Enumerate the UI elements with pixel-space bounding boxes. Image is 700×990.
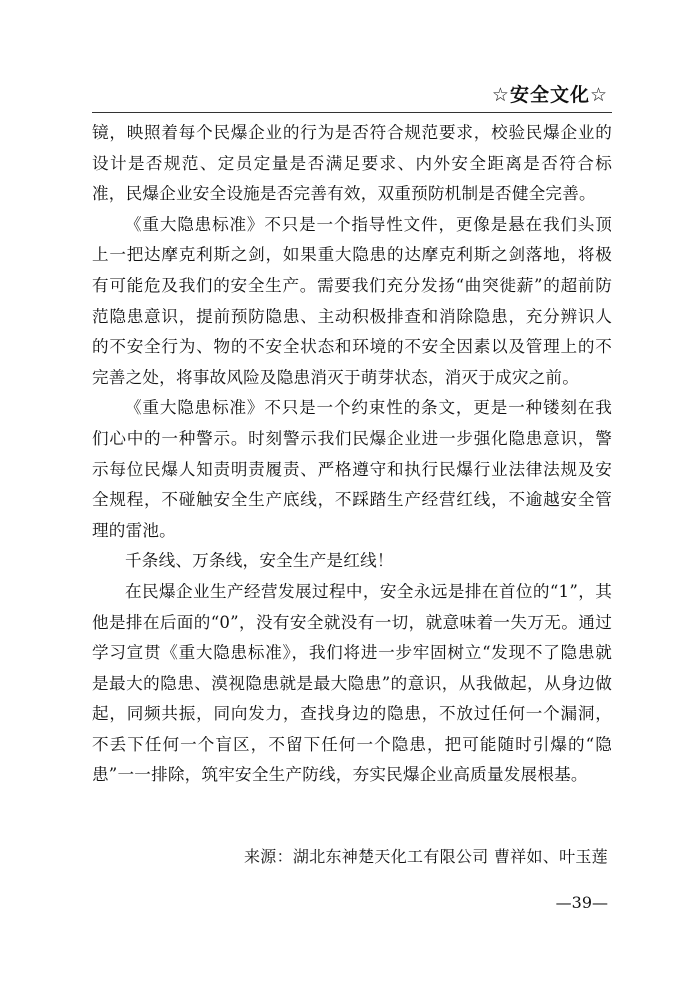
page-number: —39— <box>555 893 608 912</box>
paragraph-2: 《重大隐患标准》不只是一个指导性文件，更像是悬在我们头顶上一把达摩克利斯之剑，如果重大隐患的达摩克利斯之剑落地，将极有可能危及我们的安全生产。需要我们充分发扬“曲突徙薪”的超前防范隐患意识，提前预防隐患、主动积极排查和消除隐患，充分辨识人的不安全行为、物的不安全状态和环境的不安全因素以及管理上的不完善之处，将事故风险及隐患消灭于萌芽状态，消灭于成灾之前。 <box>92 214 612 387</box>
header-title: ☆安全文化☆ <box>491 84 608 106</box>
running-header <box>92 78 612 113</box>
paragraph-5: 在民爆企业生产经营发展过程中，安全永远是排在首位的“1”，其他是排在后面的“0”，没有安全就没有一切，就意味着一失万无。通过学习宣贯《重大隐患标准》，我们将进一步牢固树立“发现不了隐患就是最大的隐患、漠视隐患就是最大隐患”的意识，从我做起，从身边做起，同频共振，同向发力，查找身边的隐患，不放过任何一个漏洞，不丢下任何一个盲区，不留下任何一个隐患，把可能随时引爆的“隐患”一一排除，筑牢安全生产防线，夯实民爆企业高质量发展根基。 <box>92 581 612 785</box>
paragraph-3: 《重大隐患标准》不只是一个约束性的条文，更是一种镂刻在我们心中的一种警示。时刻警示我们民爆企业进一步强化隐患意识，警示每位民爆人知责明责履责、严格遵守和执行民爆行业法律法规及安全规程，不碰触安全生产底线，不踩踏生产经营红线，不逾越安全管理的雷池。 <box>92 398 612 540</box>
paragraph-1: 镜，映照着每个民爆企业的行为是否符合规范要求，校验民爆企业的设计是否规范、定员定量是否满足要求、内外安全距离是否符合标准，民爆企业安全设施是否完善有效，双重预防机制是否健全完善。 <box>92 123 612 204</box>
article-body <box>92 118 612 791</box>
source-attribution: 来源：湖北东神楚天化工有限公司 曹祥如、叶玉莲 <box>244 847 608 866</box>
paragraph-4: 千条线、万条线，安全生产是红线！ <box>125 551 394 571</box>
